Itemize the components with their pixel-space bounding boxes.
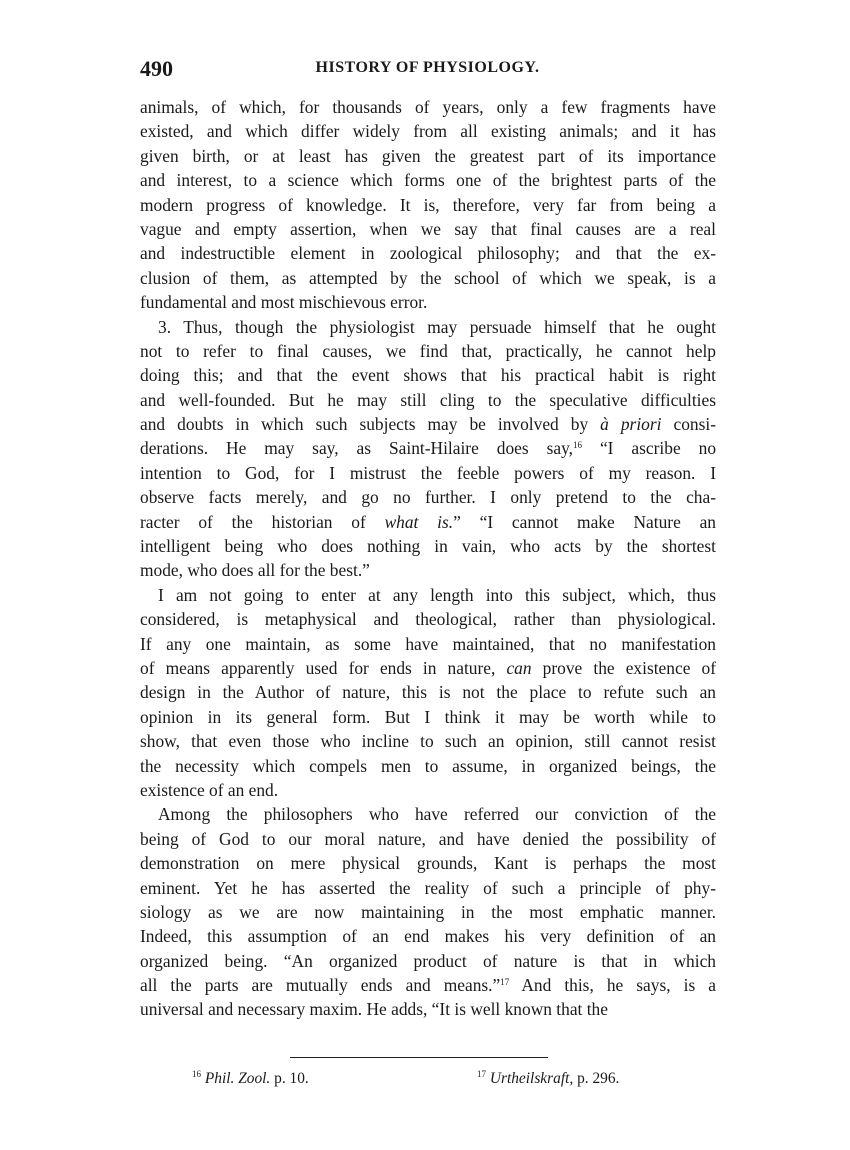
text-line [140,119,716,143]
running-head: HISTORY OF PHYSIOLOGY. [315,59,540,76]
line-text: not to refer to final causes, we find that, practically, he cannot help [140,340,716,361]
text-line [140,461,716,485]
line-text: organized being. “An organized product of nature is that in which [140,950,716,971]
line-text: clusion of them, as attempted by the school of which we speak, is a [140,267,716,288]
line-text: opinion in its general form. But I think it may be worth while to [140,706,716,727]
text-line [140,144,716,168]
line-text: mode, who does all for the best.” [140,560,370,581]
line-text: racter of the historian of [140,511,385,532]
page-header [140,56,715,86]
text-line [140,827,716,851]
footnote-reference: 16 [573,440,582,451]
line-text: I am not going to enter at any length into this subject, which, thus [158,584,716,605]
text-line [140,363,716,387]
footnote-marker: 17 [477,1069,486,1079]
footnote-page-ref: p. 10. [270,1070,309,1087]
line-text: If any one maintain, as some have maintained, that no manifestation [140,633,716,654]
line-text: Indeed, this assumption of an end makes his very definition of an [140,926,716,947]
line-text: and well-founded. But he may still cling to the speculative difficulties [140,389,716,410]
text-line [140,997,716,1021]
text-line [140,973,716,997]
line-text: existed, and which differ widely from all existing animals; and it has [140,121,716,142]
line-text: ” “I cannot make Nature an [453,511,717,532]
italic-text: à priori [600,414,662,435]
text-line [140,729,716,753]
text-line [140,193,716,217]
line-text: all the parts are mutually ends and means.” [140,975,501,996]
footnotes [140,1070,716,1094]
line-text: and indestructible element in zoological philosophy; and that the ex- [140,243,716,264]
text-line [140,290,716,314]
text-line [140,412,716,436]
footnote-page-ref: p. 296. [573,1070,620,1087]
italic-text: what is. [384,511,454,532]
text-line [140,534,716,558]
line-text: and doubts in which such subjects may be involved by [140,414,601,435]
footnote-source-title: Urtheilskraft, [489,1070,574,1087]
text-line [140,632,716,656]
footnote-16 [192,1070,309,1088]
line-text: given birth, or at least has given the greatest part of its importance [140,145,716,166]
text-line [140,510,716,534]
text-line [140,924,716,948]
line-text: vague and empty assertion, when we say that final causes are a real [140,218,716,239]
text-line [140,315,716,339]
text-line [140,900,716,924]
text-line [140,558,716,582]
text-line [140,241,716,265]
text-line [140,583,716,607]
footnote-marker: 16 [192,1069,201,1079]
line-text: intention to God, for I mistrust the feeble powers of my reason. I [140,462,716,483]
line-text: and interest, to a science which forms one of the brightest parts of the [140,170,716,191]
line-text: 3. Thus, though the physiologist may persuade himself that he ought [158,316,716,337]
line-text: considered, is metaphysical and theological, rather than physiological. [140,609,716,630]
text-line [140,778,716,802]
line-text: of means apparently used for ends in nature, [140,657,507,678]
line-text: doing this; and that the event shows that his practical habit is right [140,365,716,386]
text-line [140,876,716,900]
text-line [140,95,716,119]
text-line [140,436,716,460]
text-line [140,656,716,680]
text-line [140,949,716,973]
text-line [140,388,716,412]
line-text: modern progress of knowledge. It is, therefore, very far from being a [140,194,716,215]
line-text: universal and necessary maxim. He adds, “It is well known that the [140,999,608,1020]
text-line [140,705,716,729]
text-line [140,217,716,241]
text-line [140,168,716,192]
text-line [140,851,716,875]
line-text: siology as we are now maintaining in the most emphatic manner. [140,901,716,922]
text-line [140,680,716,704]
text-line [140,754,716,778]
line-text: animals, of which, for thousands of years, only a few fragments have [140,97,716,117]
line-text: Among the philosophers who have referred our conviction of the [158,804,716,825]
footnote-rule [290,1057,548,1058]
line-text: demonstration on mere physical grounds, Kant is perhaps the most [140,853,716,874]
body-text [140,95,716,1022]
line-text: intelligent being who does nothing in vain, who acts by the shortest [140,536,716,557]
text-line [140,266,716,290]
line-text: fundamental and most mischievous error. [140,292,428,313]
line-text: existence of an end. [140,779,279,800]
text-line [140,607,716,631]
footnote-17 [477,1070,619,1088]
line-text: And this, he says, is a [509,975,716,996]
line-text: “I ascribe no [582,438,717,459]
footnote-reference: 17 [500,977,510,988]
line-text: consi- [661,414,716,435]
italic-text: can [506,657,532,678]
text-line [140,485,716,509]
line-text: being of God to our moral nature, and have denied the possibility of [140,828,716,849]
text-line [140,339,716,363]
line-text: eminent. Yet he has asserted the reality of such a principle of phy- [140,877,716,898]
line-text: design in the Author of nature, this is not the place to refute such an [140,682,716,703]
page-number: 490 [140,56,173,81]
line-text: the necessity which compels men to assume, in organized beings, the [140,755,716,776]
line-text: observe facts merely, and go no further. I only pretend to the cha- [140,487,716,508]
line-text: show, that even those who incline to such an opinion, still cannot resist [140,731,716,752]
footnote-source-title: Phil. Zool. [204,1070,271,1087]
line-text: derations. He may say, as Saint-Hilaire does say, [140,438,573,459]
line-text: prove the existence of [531,657,716,678]
text-line [140,802,716,826]
